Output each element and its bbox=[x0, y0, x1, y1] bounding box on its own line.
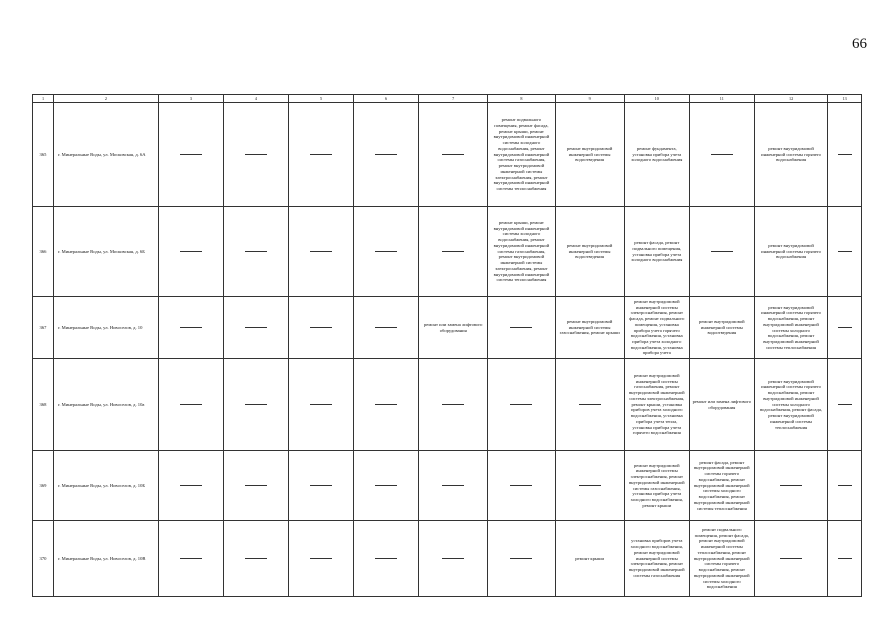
work-cell: ремонт внутридомовой инженерной системы горячего водоснабжения, ремонт внутридомовой инженерной системы холодного водоснабжения, ремонт внутридомовой инженерной системы теплоснабжения bbox=[754, 297, 827, 359]
row-address: г. Минеральные Воды, ул. Новоселов, д. 10В bbox=[53, 521, 158, 597]
empty-cell bbox=[828, 297, 862, 359]
row-address: г. Минеральные Воды, ул. Новоселов, д. 10 bbox=[53, 297, 158, 359]
work-cell: ремонт внутридомовой инженерной системы электроснабжения, ремонт внутридомовой инженерной системы газоснабжения, установка прибора учета холодного водоснабжения, ремонт крыши bbox=[624, 451, 689, 521]
col-header: 1 bbox=[33, 95, 54, 103]
col-header: 3 bbox=[158, 95, 223, 103]
dash bbox=[375, 327, 397, 328]
empty-cell bbox=[289, 521, 354, 597]
dash bbox=[510, 404, 532, 405]
work-cell: ремонт подвального помещения, ремонт фасада, ремонт крыши, ремонт внутридомовой инженерной системы холодного водоснабжения, ремонт внутридомовой инженерной системы газоснабжения, ремонт внутридомовой инженерной системы электроснабжения, ремонт внутридомовой инженерной системы теплоснабжения bbox=[488, 103, 555, 207]
col-header: 10 bbox=[624, 95, 689, 103]
empty-cell bbox=[419, 521, 488, 597]
dash bbox=[375, 485, 397, 486]
work-cell: ремонт подвального помещения, ремонт фасада, ремонт внутридомовой инженерной системы теплоснабжения, ремонт внутридомовой инженерной системы горячего водоснабжения, ремонт внутридомовой инженерной системы холодного водоснабжения bbox=[689, 521, 754, 597]
dash bbox=[711, 154, 733, 155]
row-number: 366 bbox=[33, 207, 54, 297]
col-header: 12 bbox=[754, 95, 827, 103]
work-cell: ремонт фундамента, установка прибора учета холодного водоснабжения bbox=[624, 103, 689, 207]
empty-cell bbox=[354, 297, 419, 359]
table-row bbox=[33, 103, 862, 207]
empty-cell bbox=[828, 207, 862, 297]
col-header: 13 bbox=[828, 95, 862, 103]
col-header: 11 bbox=[689, 95, 754, 103]
empty-cell bbox=[828, 521, 862, 597]
col-header: 2 bbox=[53, 95, 158, 103]
empty-cell bbox=[354, 521, 419, 597]
work-cell: установка приборов учета холодного водоснабжения, ремонт внутридомовой инженерной системы электроснабжения, ремонт внутридомовой инженерной системы газоснабжения bbox=[624, 521, 689, 597]
empty-cell bbox=[555, 451, 624, 521]
empty-cell bbox=[419, 359, 488, 451]
dash bbox=[375, 251, 397, 252]
empty-cell bbox=[555, 359, 624, 451]
work-cell: ремонт внутридомовой инженерной системы водоотведения bbox=[689, 297, 754, 359]
dash bbox=[711, 251, 733, 252]
dash bbox=[838, 485, 852, 486]
empty-cell bbox=[354, 451, 419, 521]
dash bbox=[180, 154, 202, 155]
empty-cell bbox=[828, 451, 862, 521]
work-cell: ремонт внутридомовой инженерной системы горячего водоснабжения bbox=[754, 103, 827, 207]
col-header: 8 bbox=[488, 95, 555, 103]
row-address: г. Минеральные Воды, ул. Новоселов, д. 10а bbox=[53, 359, 158, 451]
row-address: г. Минеральные Воды, ул. Московская, д. 6Б bbox=[53, 207, 158, 297]
empty-cell bbox=[158, 521, 223, 597]
row-number: 370 bbox=[33, 521, 54, 597]
dash bbox=[180, 404, 202, 405]
dash bbox=[375, 558, 397, 559]
dash bbox=[375, 154, 397, 155]
dash bbox=[510, 485, 532, 486]
work-cell: ремонт фасада, ремонт подвального помещения, установка прибора учета холодного водоснабжения bbox=[624, 207, 689, 297]
dash bbox=[838, 327, 852, 328]
empty-cell bbox=[158, 451, 223, 521]
empty-cell bbox=[289, 359, 354, 451]
dash bbox=[838, 251, 852, 252]
empty-cell bbox=[488, 297, 555, 359]
dash bbox=[180, 327, 202, 328]
empty-cell bbox=[223, 103, 288, 207]
work-cell: ремонт крыши bbox=[555, 521, 624, 597]
empty-cell bbox=[223, 359, 288, 451]
col-header: 6 bbox=[354, 95, 419, 103]
dash bbox=[442, 404, 464, 405]
empty-cell bbox=[158, 207, 223, 297]
dash bbox=[245, 485, 267, 486]
empty-cell bbox=[488, 359, 555, 451]
dash bbox=[245, 251, 267, 252]
dash bbox=[510, 327, 532, 328]
dash bbox=[180, 485, 202, 486]
empty-cell bbox=[419, 103, 488, 207]
work-cell: ремонт внутридомовой инженерной системы горячего водоснабжения bbox=[754, 207, 827, 297]
empty-cell bbox=[754, 451, 827, 521]
empty-cell bbox=[419, 207, 488, 297]
empty-cell bbox=[689, 207, 754, 297]
dash bbox=[310, 251, 332, 252]
row-number: 367 bbox=[33, 297, 54, 359]
dash bbox=[245, 154, 267, 155]
work-cell: ремонт крыши, ремонт внутридомовой инженерной системы холодного водоснабжения, ремонт внутридомовой инженерной системы газоснабжения, ремонт внутридомовой инженерной системы электроснабжения, ремонт внутридомовой инженерной системы теплоснабжения bbox=[488, 207, 555, 297]
empty-cell bbox=[158, 359, 223, 451]
empty-cell bbox=[354, 103, 419, 207]
register-table bbox=[32, 94, 862, 597]
empty-cell bbox=[828, 359, 862, 451]
table-row bbox=[33, 297, 862, 359]
row-address: г. Минеральные Воды, ул. Московская, д. 6А bbox=[53, 103, 158, 207]
empty-cell bbox=[488, 521, 555, 597]
empty-cell bbox=[419, 451, 488, 521]
empty-cell bbox=[689, 103, 754, 207]
col-header: 5 bbox=[289, 95, 354, 103]
dash bbox=[375, 404, 397, 405]
empty-cell bbox=[754, 521, 827, 597]
empty-cell bbox=[289, 103, 354, 207]
empty-cell bbox=[354, 207, 419, 297]
row-number: 368 bbox=[33, 359, 54, 451]
work-cell: ремонт фасада, ремонт внутридомовой инженерной системы горячего водоснабжения, ремонт внутридомовой инженерной системы холодного водоснабжения, ремонт внутридомовой инженерной системы теплоснабжения bbox=[689, 451, 754, 521]
work-cell: ремонт внутридомовой инженерной системы водоотведения bbox=[555, 103, 624, 207]
work-cell: ремонт внутридомовой инженерной системы газоснабжения, ремонт крыши bbox=[555, 297, 624, 359]
empty-cell bbox=[223, 297, 288, 359]
dash bbox=[442, 558, 464, 559]
work-cell: ремонт внутридомовой инженерной системы горячего водоснабжения, ремонт внутридомовой инженерной системы холодного водоснабжения, ремонт фасада, ремонт внутридомовой инженерной системы теплоснабжения bbox=[754, 359, 827, 451]
row-address: г. Минеральные Воды, ул. Новоселов, д. 10Б bbox=[53, 451, 158, 521]
empty-cell bbox=[289, 451, 354, 521]
dash bbox=[838, 404, 852, 405]
empty-cell bbox=[223, 521, 288, 597]
dash bbox=[245, 558, 267, 559]
dash bbox=[780, 558, 802, 559]
dash bbox=[579, 485, 601, 486]
dash bbox=[310, 154, 332, 155]
dash bbox=[838, 558, 852, 559]
dash bbox=[180, 558, 202, 559]
dash bbox=[579, 404, 601, 405]
dash bbox=[310, 558, 332, 559]
empty-cell bbox=[354, 359, 419, 451]
row-number: 365 bbox=[33, 103, 54, 207]
dash bbox=[310, 327, 332, 328]
dash bbox=[245, 327, 267, 328]
dash bbox=[442, 485, 464, 486]
table-row bbox=[33, 521, 862, 597]
dash bbox=[780, 485, 802, 486]
header-row bbox=[33, 95, 862, 103]
dash bbox=[245, 404, 267, 405]
work-cell: ремонт или замена лифтового оборудования bbox=[419, 297, 488, 359]
col-header: 7 bbox=[419, 95, 488, 103]
empty-cell bbox=[488, 451, 555, 521]
col-header: 4 bbox=[223, 95, 288, 103]
empty-cell bbox=[828, 103, 862, 207]
empty-cell bbox=[223, 451, 288, 521]
work-cell: ремонт внутридомовой инженерной системы газоснабжения, ремонт внутридомовой инженерной системы электроснабжения, ремонт крыши, установка приборов учета холодного водоснабжения, установка прибора учета тепла, установка прибора учета горячего водоснабжения bbox=[624, 359, 689, 451]
dash bbox=[442, 154, 464, 155]
work-cell: ремонт внутридомовой инженерной системы электроснабжения, ремонт фасада, ремонт подвального помещения, установка прибора учета горячего водоснабжения, установка прибора учета холодного водоснабжения, установка прибора учета bbox=[624, 297, 689, 359]
dash bbox=[510, 558, 532, 559]
dash bbox=[838, 154, 852, 155]
dash bbox=[310, 404, 332, 405]
empty-cell bbox=[223, 207, 288, 297]
table-row bbox=[33, 359, 862, 451]
empty-cell bbox=[289, 297, 354, 359]
table-row bbox=[33, 207, 862, 297]
page-number: 66 bbox=[852, 36, 867, 52]
work-cell: ремонт или замена лифтового оборудования bbox=[689, 359, 754, 451]
empty-cell bbox=[158, 297, 223, 359]
table-row bbox=[33, 451, 862, 521]
dash bbox=[442, 251, 464, 252]
row-number: 369 bbox=[33, 451, 54, 521]
dash bbox=[310, 485, 332, 486]
dash bbox=[180, 251, 202, 252]
empty-cell bbox=[158, 103, 223, 207]
col-header: 9 bbox=[555, 95, 624, 103]
empty-cell bbox=[289, 207, 354, 297]
work-cell: ремонт внутридомовой инженерной системы водоотведения bbox=[555, 207, 624, 297]
